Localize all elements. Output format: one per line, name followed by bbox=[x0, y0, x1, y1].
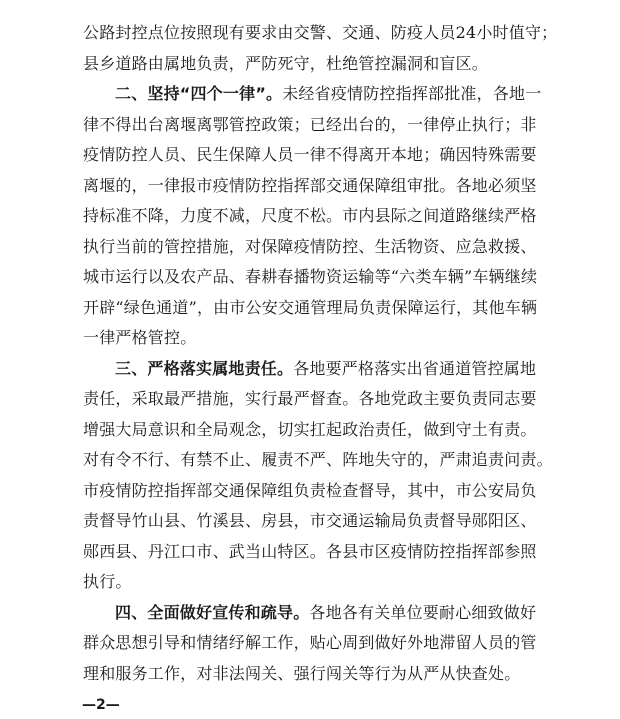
text-line: 律不得出台离堰离鄂管控政策；已经出台的，一律停止执行；非 bbox=[83, 114, 537, 134]
text-line: 责任，采取最严措施，实行最严督查。各地党政主要负责同志要 bbox=[83, 389, 537, 408]
text-line: 疫情防控人员、民生保障人员一律不得离开本地；确因特殊需要 bbox=[83, 145, 537, 164]
text-line: 县乡道路由属地负责，严防死守，杜绝管控漏洞和盲区。 bbox=[83, 53, 489, 73]
text-line: 公路封控点位按照现有要求由交警、交通、防疫人员24小时值守； bbox=[83, 23, 558, 42]
section-4-text: 各地各有关单位要耐心细致做好 bbox=[309, 602, 537, 622]
text-line: 责督导竹山县、竹溪县、房县，市交通运输局负责督导郧阳区、 bbox=[83, 511, 537, 530]
section-3-first-line bbox=[83, 354, 553, 385]
text-line: 城市运行以及农产品、春耕春播物资运输等“六类车辆”车辆继续 bbox=[83, 267, 538, 286]
document-body bbox=[83, 18, 558, 689]
text-line: 市疫情防控指挥部交通保障组负责检查督导，其中，市公安局负 bbox=[83, 480, 537, 500]
section-3-text: 各地要严格落实出省通道管控属地 bbox=[293, 358, 537, 378]
section-2-first-line bbox=[83, 79, 553, 110]
section-3-heading: 三、严格落实属地责任。 bbox=[115, 358, 294, 378]
text-line: 执行当前的管控措施，对保障疫情防控、生活物资、应急救援、 bbox=[83, 236, 537, 256]
section-2-heading: 二、坚持“四个一律”。 bbox=[115, 84, 283, 103]
page-number: —2— bbox=[82, 697, 120, 713]
text-line: 持标准不降，力度不减，尺度不松。市内县际之间道路继续严格 bbox=[83, 206, 537, 225]
text-line: 郧西县、丹江口市、武当山特区。各县市区疫情防控指挥部参照 bbox=[83, 541, 537, 561]
text-line: 增强大局意识和全局观念，切实扛起政治责任，做到守土有责。 bbox=[83, 419, 537, 439]
text-line: 群众思想引导和情绪纾解工作，贴心周到做好外地滞留人员的管 bbox=[83, 633, 537, 652]
text-line: 离堰的，一律报市疫情防控指挥部交通保障组审批。各地必须坚 bbox=[83, 175, 537, 195]
section-2-text: 未经省疫情防控指挥部批准，各地一 bbox=[282, 84, 542, 103]
section-4-first-line bbox=[83, 598, 553, 629]
text-line: 执行。 bbox=[83, 572, 132, 591]
text-line: 一律严格管控。 bbox=[83, 328, 197, 347]
text-line: 对有令不行、有禁不止、履责不严、阵地失守的，严肃追责问责。 bbox=[83, 450, 553, 469]
section-4-heading: 四、全面做好宣传和疏导。 bbox=[115, 602, 310, 622]
text-line: 开辟“绿色通道”，由市公安交通管理局负责保障运行，其他车辆 bbox=[83, 297, 538, 317]
text-line: 理和服务工作，对非法闯关、强行闯关等行为从严从快查处。 bbox=[83, 663, 521, 683]
